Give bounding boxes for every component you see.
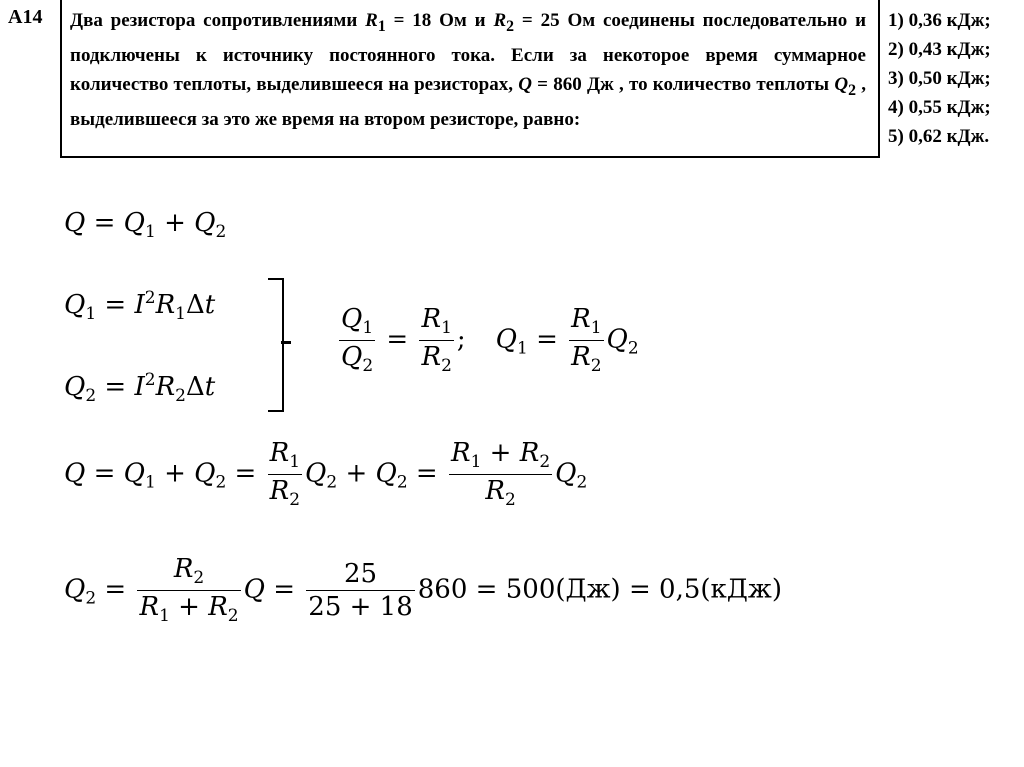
fraction: $\frac{R_1}{R_2}$ [421, 304, 452, 376]
equation-heat-q2: $Q_2 = I^2R_2\Delta t$ [64, 370, 216, 406]
divider-right [878, 0, 880, 158]
fraction: $\frac{R_2}{R_1 + R_2}$ [139, 554, 239, 626]
equation-total-heat: $Q = Q_1 + Q_2$ [64, 208, 227, 242]
fraction: $\frac{25}{25 + 18}$ [308, 559, 413, 622]
equation-heat-q1: $Q_1 = I^2R_1\Delta t$ [64, 288, 216, 324]
task-number: A14 [8, 6, 43, 28]
answer-option: 4) 0,55 кДж; [888, 97, 991, 118]
result-joules: 500(Дж) [505, 574, 621, 605]
equation-result: $Q_2$ = $\frac{R_2}{R_1 + R_2}$ Q = $\frac{25}{25 + 18}$ 860 = 500(Дж) = 0,5(кДж) [64, 554, 782, 626]
fraction: $\frac{R_1}{R_2}$ [571, 304, 602, 376]
result-kilojoules: 0,5(кДж) [659, 574, 782, 605]
answer-option: 2) 0,43 кДж; [888, 39, 991, 60]
answer-options [888, 6, 991, 151]
divider-left [60, 0, 62, 158]
fraction: $\frac{R_1 + R_2}{R_2}$ [451, 438, 551, 510]
equation-ratio: $\frac{Q_1}{Q_2}$ = $\frac{R_1}{R_2}$ ; $Q_1$ = $\frac{R_1}{R_2}$ $Q_2$ [341, 304, 639, 376]
fraction: $\frac{Q_1}{Q_2}$ [341, 304, 374, 376]
equation-substitution: $Q = Q_1 + Q_2$ = $\frac{R_1}{R_2}$ $Q_2 + Q_2$ = $\frac{R_1 + R_2}{R_2}$ $Q_2$ [64, 438, 588, 510]
task-statement: Два резистора сопротивлениями $R_1 = 18$ Ом и $R_2 = 25$ Ом соединены последовательно и подключены к источнику постоянного тока. Если за некоторое время суммарное количество теплоты, выделившееся на резисторах, Q = 860 Дж , то количество теплоты $Q_2$ , выделившееся за это же время на втором резисторе, равно: [70, 10, 867, 130]
answer-option: 1) 0,36 кДж; [888, 10, 991, 31]
divider-bottom [60, 156, 880, 158]
task-header [0, 0, 1024, 160]
system-bracket-tick [281, 341, 291, 344]
system-bracket [268, 278, 284, 412]
fraction: $\frac{R_1}{R_2}$ [269, 438, 301, 510]
answer-option: 5) 0,62 кДж. [888, 126, 990, 147]
answer-option: 3) 0,50 кДж; [888, 68, 991, 89]
